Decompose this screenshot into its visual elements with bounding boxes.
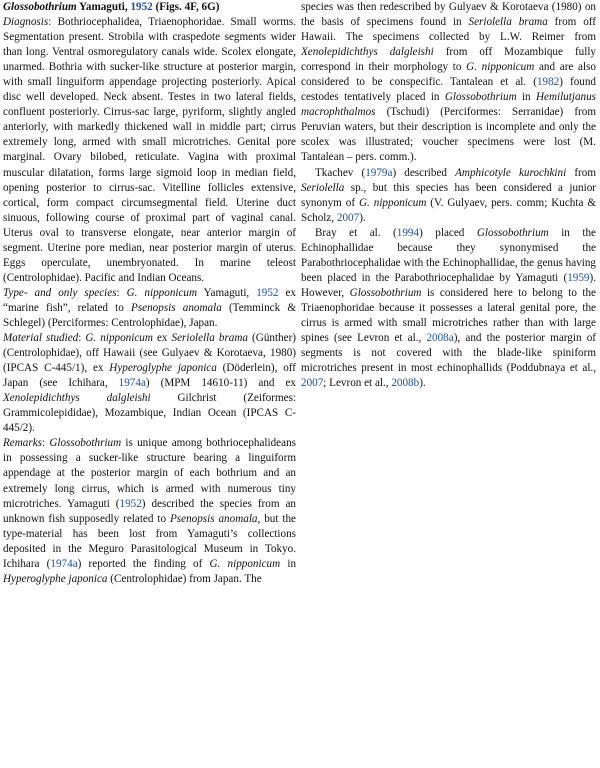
remarks-continued-paragraph: species was then redescribed by Gulyaev & Korotaeva (1980) on the basis of specimens found in Seriolella brama from off Hawaii. The specimens collected by L.W. Reimer from Xenolepidichthys dalgleishi from off Mozambique fully correspond in their morphology to G. nipponicum and are also considered to be conspecific. Tantalean et al. (1982) found cestodes tentatively placed in Glossobothrium in Hemilutjanus macrophthalmos (Tschudi) (Perciformes: Serranidae) from Peruvian waters, but their description is incomplete and only the scolex was illustrated; voucher specimens were lost (M. Tantalean – pers. comm.). bbox=[301, 1, 596, 164]
citation-link[interactable]: 2007 bbox=[336, 211, 360, 224]
citation-link[interactable]: 1952 bbox=[256, 286, 279, 299]
remarks-paragraph: Remarks: Glossobothrium is unique among bothriocephalideans in possessing a sucker-like structure bearing a linguiform appendage at the posterior margin of each bothrium and an extremely long cirrus, which is armed with numerous tiny microtriches. Yamaguti (1952) described the species from an unknown fish supposedly related to Psenopsis anomala, but the type-material has been lost from Yamaguti’s collections deposited in the Meguro Parasitological Museum in Tokyo. Ichihara (1974a) reported the finding of G. nipponicum in Hyperoglyphe japonica (Centrolophidae) from Japan. The bbox=[3, 437, 297, 585]
diagnosis-label: Diagnosis bbox=[3, 16, 49, 29]
citation-link[interactable]: 2008b bbox=[391, 377, 420, 390]
left-column bbox=[3, 0, 296, 587]
citation-link[interactable]: 1982 bbox=[536, 76, 560, 89]
citation-link[interactable]: 1974a bbox=[50, 557, 78, 570]
citation-link[interactable]: 2008a bbox=[426, 332, 454, 345]
diagnosis-text: : Bothriocephalidea, Triaenophoridae. Small worms. Segmentation present. Strobila with craspedote segments wider than long. Ventral osmoregulatory canals wide. Scolex elongate, unarmed. Bothria with sucker-like structure at posterior margin, with small linguiform appendage projecting posteriorly. Apical disc well developed. Neck absent. Testes in two lateral fields, confluent posteriorly. Cirrus-sac large, pyriform, slightly angled anteriorly, with markedly thickened wall in middle part; cirrus extremely long, armed with small microtriches. Genital pore marginal. Ovary bilobed, reticulate. Vagina with proximal muscular dilatation, forms large sigmoid loop in median field, opening posterior to cirrus-sac. Vitelline follicles extensive, cortical, form compact circumsegmental field. Uterine duct sinuous, following course of proximal part of vaginal canal. Uterus oval to transverse elongate, near anterior margin of segment. Uterine pore median, near posterior margin of uterus. Eggs operculate, unembryonated. In marine teleost (Centrolophidae). Pacific and Indian Oceans. bbox=[3, 16, 296, 284]
type-species-paragraph: Type- and only species: G. nipponicum Yamaguti, 1952 ex “marine fish”, related to Psenopsis anomala (Temminck & Schlegel) (Perciformes: Centrolophidae), Japan. bbox=[3, 286, 297, 329]
tkachev-paragraph: Tkachev (1979a) described Amphicotyle kurochkini from Seriolella sp., but this species has been considered a junior synonym of G. nipponicum (V. Gulyaev, pers. comm; Kuchta & Scholz, 2007). bbox=[301, 166, 596, 224]
citation-link[interactable]: 1952 bbox=[119, 497, 142, 510]
genus-entry: Glossobothrium Yamaguti, 1952 (Figs. 4F, 6G) Diagnosis: Bothriocephalidea, Triaenophoridae. Small worms. Segmentation present. Strobila with craspedote segments wider than long. Ventral osmoregulatory canals wide. Scolex elongate, unarmed. Bothria with sucker-like structure at posterior margin, with small linguiform appendage projecting posteriorly. Apical disc well developed. Neck absent. Testes in two lateral fields, confluent posteriorly. Cirrus-sac large, pyriform, slightly angled anteriorly, with markedly thickened wall in middle part; cirrus extremely long, armed with small microtriches. Genital pore marginal. Ovary bilobed, reticulate. Vagina with proximal muscular dilatation, forms large sigmoid loop in median field, opening posterior to cirrus-sac. Vitelline follicles extensive, cortical, form compact circumsegmental field. Uterine duct sinuous, following course of proximal part of vaginal canal. Uterus oval to transverse elongate, near anterior margin of segment. Uterine pore median, near posterior margin of uterus. Eggs operculate, unembryonated. In marine teleost (Centrolophidae). Pacific and Indian Oceans. bbox=[3, 1, 296, 284]
right-column bbox=[301, 0, 596, 391]
citation-link[interactable]: 2007 bbox=[301, 377, 324, 390]
citation-link[interactable]: 1952 bbox=[130, 1, 153, 13]
material-studied-paragraph: Material studied: G. nipponicum ex Seriolella brama (Günther) (Centrolophidae), off Hawaii (see Gulyaev & Korotaeva, 1980) (IPCAS C-445/1), ex Hyperoglyphe japonica (Döderlein), off Japan (see Ichihara, 1974a) (MPM 14610-11) and ex Xenolepidichthys dalgleishi Gilchrist (Zeiformes: Grammicolepididae), Mozambique, Indian Ocean (IPCAS C-445/2). bbox=[3, 332, 297, 435]
citation-link[interactable]: 1994 bbox=[396, 226, 420, 239]
genus-heading: Glossobothrium bbox=[3, 1, 77, 13]
citation-link[interactable]: 1959 bbox=[567, 271, 590, 284]
bray-paragraph: Bray et al. (1994) placed Glossobothrium in the Echinophallidae because they synonymised the Parabothriocephalidae with the Echinophallidae, the genus having been placed in the Parabothriocephalidae by Yamaguti (1959). However, Glossobothrium is considered here to belong to the Triaenophoridae because it possesses a lateral genital pore, the cirrus is armed with small microtriches rather than with large spines (see Levron et al., 2008a), and the posterior margin of segments is not covered with the blade-like spiniform microtriches present in most echinophallids (Poddubnaya et al., 2007; Levron et al., 2008b). bbox=[301, 226, 596, 390]
citation-link[interactable]: 1979a bbox=[365, 166, 393, 179]
citation-link[interactable]: 1974a bbox=[118, 377, 146, 390]
